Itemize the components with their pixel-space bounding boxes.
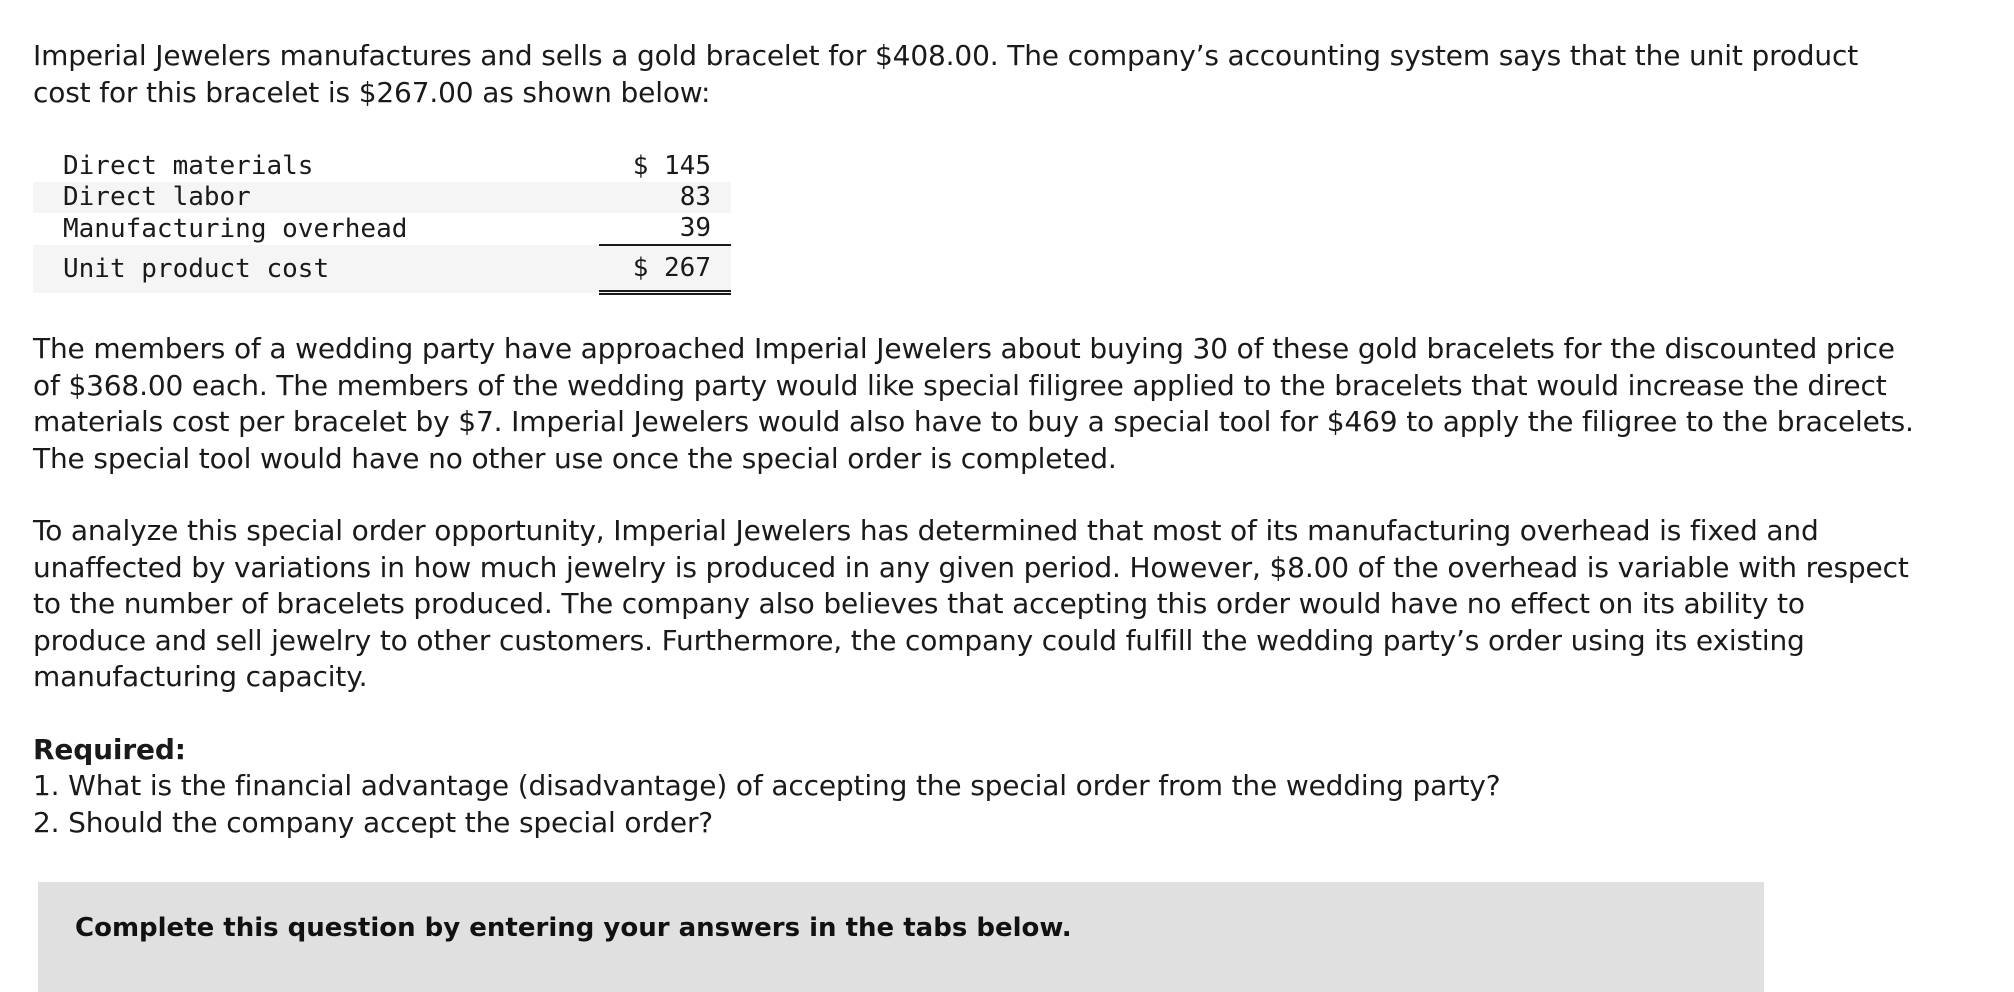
row-label-unit-product-cost: Unit product cost xyxy=(33,245,599,293)
required-section xyxy=(33,732,1993,842)
unit-cost-table xyxy=(33,151,731,295)
wedding-party-paragraph xyxy=(33,331,1993,477)
row-label-direct-materials: Direct materials xyxy=(63,151,314,181)
para2-line-4: The special tool would have no other use once the special order is completed. xyxy=(33,441,1117,475)
table-row xyxy=(33,182,731,213)
question-content xyxy=(33,38,1993,841)
para3-line-4: produce and sell jewelry to other customers. Furthermore, the company could fulfill the wedding party’s order using its existing xyxy=(33,623,1805,657)
row-value-direct-materials: $ 145 xyxy=(632,151,711,181)
row-value-direct-labor: 83 xyxy=(599,182,731,213)
para2-line-2: of $368.00 each. The members of the wedding party would like special filigree applied to the bracelets that would increase the direct xyxy=(33,368,1887,402)
para3-line-3: to the number of bracelets produced. The company also believes that accepting this order would have no effect on its ability to xyxy=(33,587,1805,620)
row-label-manufacturing-overhead: Manufacturing overhead xyxy=(63,213,408,244)
required-heading: Required: xyxy=(33,732,186,766)
para2-line-1: The members of a wedding party have approached Imperial Jewelers about buying 30 of these gold bracelets for the discounted price xyxy=(33,332,1895,365)
table-row xyxy=(33,151,731,182)
para3-line-1: To analyze this special order opportunity, Imperial Jewelers has determined that most of its manufacturing overhead is fixed and xyxy=(33,514,1819,547)
required-question-1: 1. What is the financial advantage (disadvantage) of accepting the special order from the wedding party? xyxy=(33,769,1501,802)
row-value-unit-product-cost: $ 267 xyxy=(599,245,731,293)
required-question-2: 2. Should the company accept the special order? xyxy=(33,805,714,839)
intro-line-2: cost for this bracelet is $267.00 as shown below: xyxy=(33,75,711,109)
analysis-paragraph xyxy=(33,513,1993,696)
table-row-total xyxy=(33,245,731,293)
instruction-text: Complete this question by entering your answers in the tabs below. xyxy=(75,913,1072,943)
instruction-banner xyxy=(38,882,1764,992)
row-value-manufacturing-overhead: 39 xyxy=(599,213,731,245)
para2-line-3: materials cost per bracelet by $7. Imperial Jewelers would also have to buy a special tool for $469 to apply the filigree to the bracelets. xyxy=(33,405,1914,438)
para3-line-5: manufacturing capacity. xyxy=(33,660,368,693)
row-label-direct-labor: Direct labor xyxy=(33,182,599,213)
intro-line-1: Imperial Jewelers manufactures and sells a gold bracelet for $408.00. The company’s accounting system says that the unit product xyxy=(33,39,1859,72)
table-row xyxy=(33,213,731,245)
intro-paragraph xyxy=(33,38,1993,111)
para3-line-2: unaffected by variations in how much jewelry is produced in any given period. However, $8.00 of the overhead is variable with respect xyxy=(33,550,1909,584)
